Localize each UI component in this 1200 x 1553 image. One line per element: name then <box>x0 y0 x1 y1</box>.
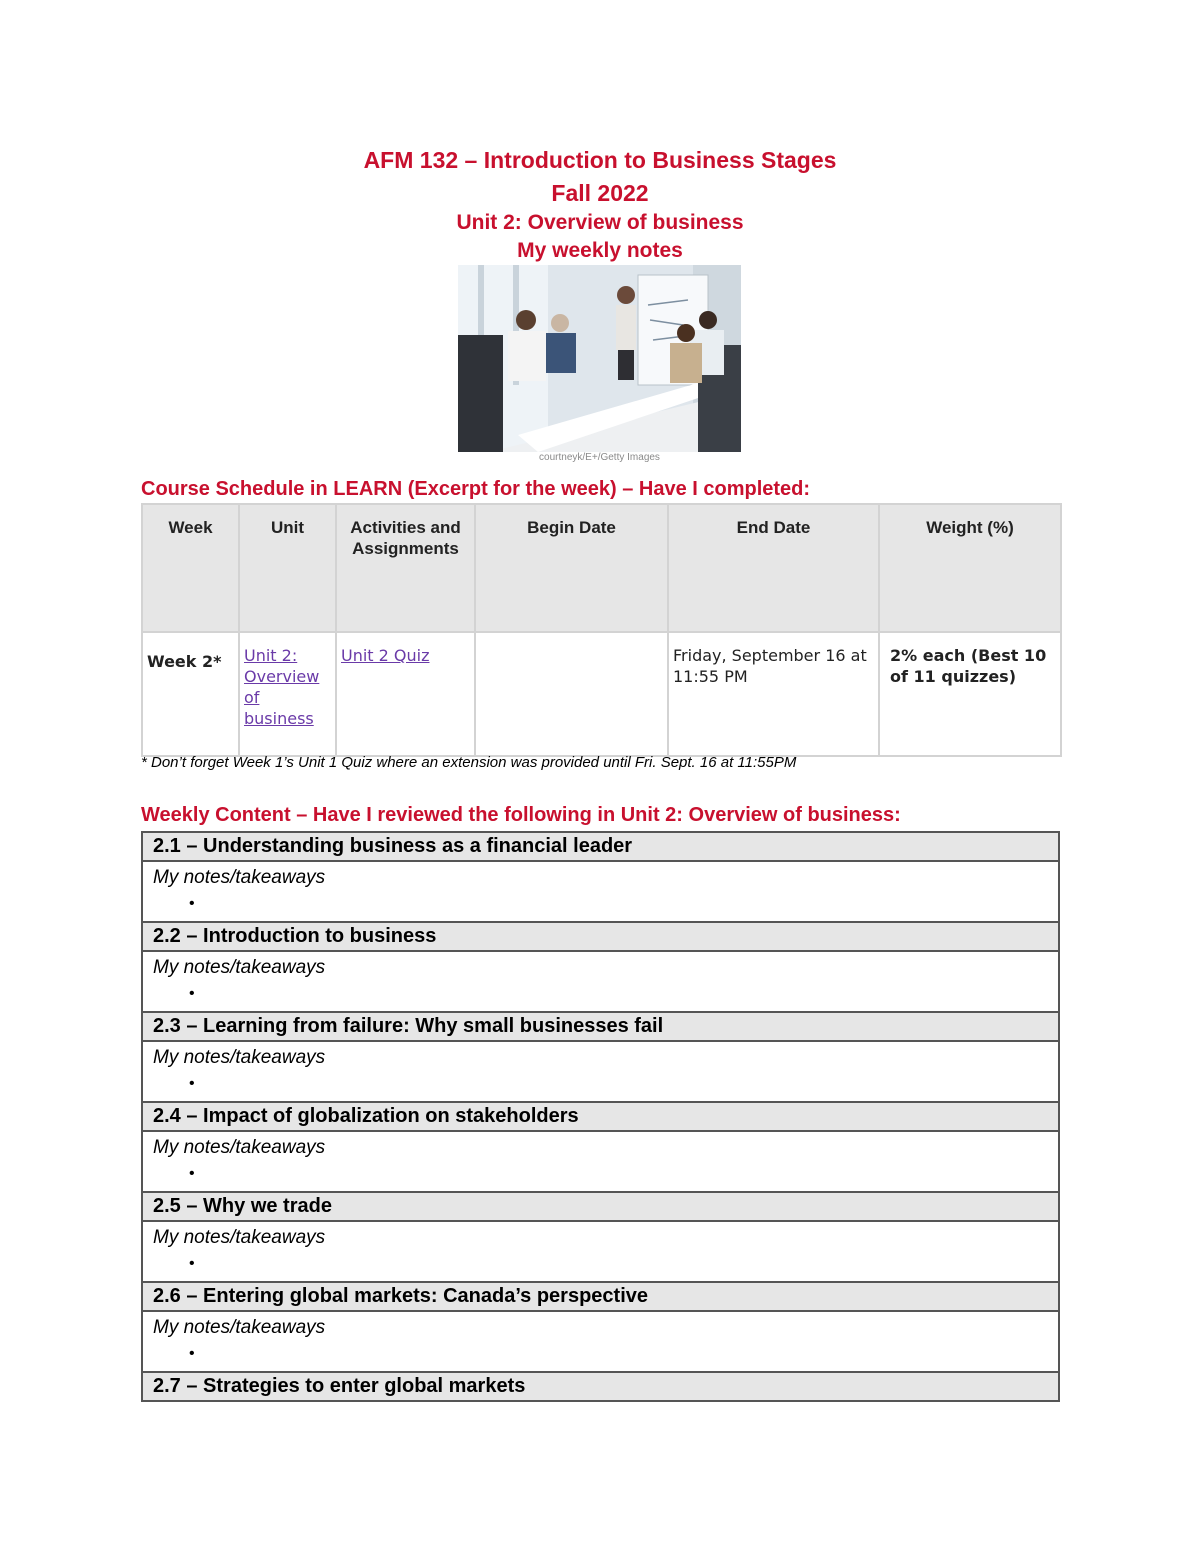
topic-row <box>142 1192 1059 1221</box>
term-title: Fall 2022 <box>551 180 649 206</box>
topic-row <box>142 832 1059 861</box>
col-end-date: End Date <box>668 504 879 632</box>
notes-label: My notes/takeaways <box>153 1227 326 1248</box>
cell-activity <box>336 632 475 756</box>
col-weight: Weight (%) <box>879 504 1061 632</box>
topic-row <box>142 1102 1059 1131</box>
topic-title: 2.5 – Why we trade <box>142 1192 1059 1221</box>
bullet: • <box>189 895 195 912</box>
schedule-heading: Course Schedule in LEARN (Excerpt for the week) – Have I completed: <box>141 478 811 500</box>
meeting-photo <box>458 265 741 452</box>
cell-begin-date <box>475 632 668 756</box>
topic-title: 2.6 – Entering global markets: Canada’s perspective <box>142 1282 1059 1311</box>
col-activities: Activities and Assignments <box>336 504 475 632</box>
notes-cell[interactable] <box>142 1131 1059 1192</box>
notes-label: My notes/takeaways <box>153 1047 326 1068</box>
topic-title: 2.1 – Understanding business as a financial leader <box>142 832 1059 861</box>
notes-row <box>142 1221 1059 1282</box>
bullet: • <box>189 1075 195 1092</box>
notes-row <box>142 861 1059 922</box>
notes-cell[interactable] <box>142 1311 1059 1372</box>
topic-title: 2.4 – Impact of globalization on stakeholders <box>142 1102 1059 1131</box>
topic-title: 2.2 – Introduction to business <box>142 922 1059 951</box>
topic-row <box>142 1372 1059 1401</box>
cell-unit <box>239 632 336 756</box>
cell-end-date: Friday, September 16 at 11:55 PM <box>668 632 879 756</box>
bullet: • <box>189 1345 195 1362</box>
quiz-link[interactable]: Unit 2 Quiz <box>341 646 430 665</box>
notes-row <box>142 951 1059 1012</box>
notes-subtitle: My weekly notes <box>517 239 683 262</box>
weekly-content-table <box>141 831 1060 1402</box>
schedule-table <box>141 503 1062 757</box>
notes-row <box>142 1311 1059 1372</box>
schedule-footnote: * Don’t forget Week 1’s Unit 1 Quiz where an extension was provided until Fri. Sept. 16 at 11:55PM <box>141 754 797 771</box>
notes-row <box>142 1041 1059 1102</box>
notes-label: My notes/takeaways <box>153 957 326 978</box>
col-unit: Unit <box>239 504 336 632</box>
bullet: • <box>189 1255 195 1272</box>
bullet: • <box>189 985 195 1002</box>
title-block <box>0 143 1200 265</box>
col-week: Week <box>142 504 239 632</box>
cell-week: Week 2* <box>142 632 239 756</box>
col-begin-date: Begin Date <box>475 504 668 632</box>
notes-label: My notes/takeaways <box>153 1137 326 1158</box>
notes-cell[interactable] <box>142 1221 1059 1282</box>
notes-label: My notes/takeaways <box>153 867 326 888</box>
unit-link[interactable]: Unit 2: Overview of business <box>244 646 320 728</box>
course-title: AFM 132 – Introduction to Business Stages <box>363 147 837 173</box>
topic-title: 2.7 – Strategies to enter global markets <box>142 1372 1059 1401</box>
topic-row <box>142 1282 1059 1311</box>
table-row <box>142 632 1061 756</box>
notes-label: My notes/takeaways <box>153 1317 326 1338</box>
topic-row <box>142 1012 1059 1041</box>
cell-weight: 2% each (Best 10 of 11 quizzes) <box>879 632 1061 756</box>
topic-title: 2.3 – Learning from failure: Why small businesses fail <box>142 1012 1059 1041</box>
weekly-heading: Weekly Content – Have I reviewed the following in Unit 2: Overview of business: <box>141 804 901 826</box>
notes-row <box>142 1131 1059 1192</box>
photo-credit: courtneyk/E+/Getty Images <box>539 452 660 463</box>
topic-row <box>142 922 1059 951</box>
bullet: • <box>189 1165 195 1182</box>
schedule-header-row <box>142 504 1061 632</box>
notes-cell[interactable] <box>142 861 1059 922</box>
notes-cell[interactable] <box>142 1041 1059 1102</box>
notes-cell[interactable] <box>142 951 1059 1012</box>
unit-title: Unit 2: Overview of business <box>456 211 744 234</box>
